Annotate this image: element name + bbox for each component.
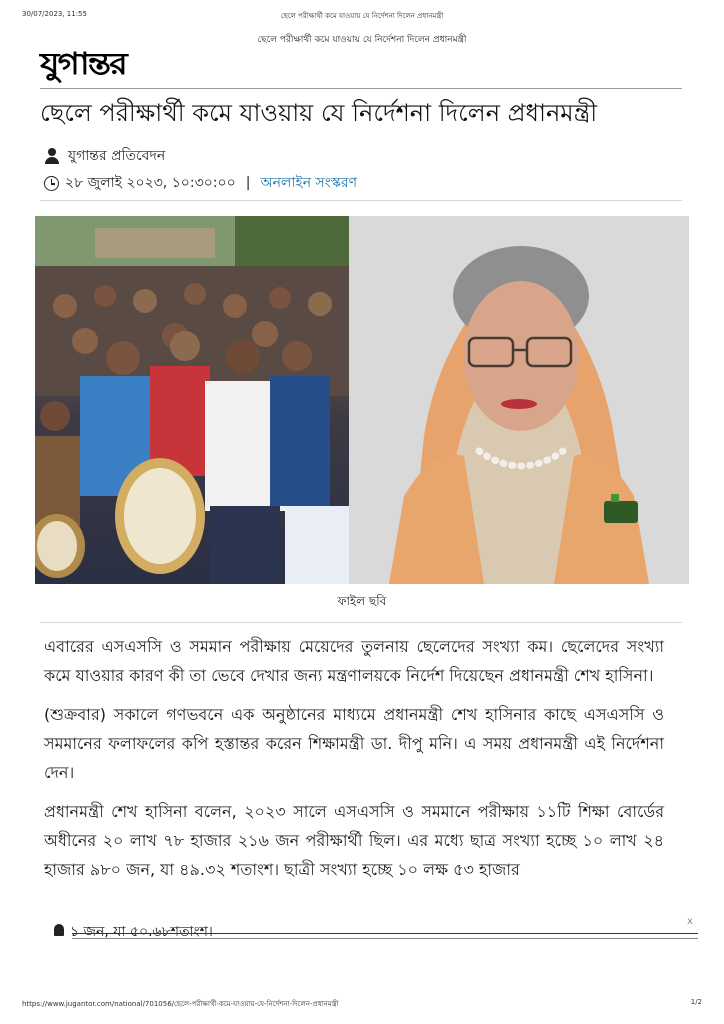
bell-icon[interactable] xyxy=(54,924,64,936)
site-logo[interactable] xyxy=(40,46,126,86)
user-icon xyxy=(44,148,60,164)
byline xyxy=(44,146,165,166)
photo-caption: ফাইল ছবি xyxy=(337,594,387,608)
print-footer xyxy=(22,998,702,1010)
dateline xyxy=(44,172,357,194)
print-url: https://www.jugantor.com/national/701056/ছেলে-পরীক্ষার্থী-কমে-যাওয়ায়-যে-নির্দেশনা-দিলেন-প্রধানমন্ত্রী xyxy=(22,1000,339,1008)
body-divider xyxy=(40,622,682,623)
overlay-text: ১ জন, যা ৫০.৬৮শতাংশ। xyxy=(70,924,213,940)
overlay-divider-secondary xyxy=(72,938,698,939)
article-paragraph: (শুক্রবার) সকালে গণভবনে এক অনুষ্ঠানের মাধ্যমে প্রধানমন্ত্রী শেখ হাসিনার কাছে এসএসসি ও সমমানের ফলাফলের কপি হস্তান্তর করেন শিক্ষামন্ত্রী ডা. দীপু মনি। এ সময় প্রধানমন্ত্রী এই নির্দেশনা দেন। xyxy=(44,705,664,782)
photo-students-celebrating xyxy=(35,216,349,584)
print-title: ছেলে পরীক্ষার্থী কমে যাওয়ায় যে নির্দেশনা দিলেন প্রধানমন্ত্রী xyxy=(280,12,444,20)
close-icon[interactable]: x xyxy=(687,916,693,927)
date-separator: | xyxy=(245,175,251,191)
logo-text: যুগান্তর xyxy=(40,45,126,82)
sticky-overlay-bar xyxy=(40,922,694,942)
edition-link[interactable]: অনলাইন সংস্করণ xyxy=(260,175,358,191)
page-subtitle: ছেলে পরীক্ষার্থী কমে যাওয়ায় যে নির্দেশনা দিলেন প্রধানমন্ত্রী xyxy=(257,35,467,45)
author-name: যুগান্তর প্রতিবেদন xyxy=(68,148,166,164)
article-paragraph: প্রধানমন্ত্রী শেখ হাসিনা বলেন, ২০২৩ সালে এসএসসি ও সমমানে পরীক্ষায় ১১টি শিক্ষা বোর্ডের অধীনের ২০ লাখ ৭৮ হাজার ২১৬ জন পরীক্ষার্থী ছিল। এর মধ্যে ছাত্র সংখ্যা হচ্ছে ১০ লাখ ২৪ হাজার ৯৮০ জন, যা ৪৯.৩২ শতাংশ। ছাত্রী সংখ্যা হচ্ছে ১০ লক্ষ ৫৩ হাজার xyxy=(44,802,664,879)
page-number: 1/2 xyxy=(690,998,702,1006)
header-divider xyxy=(40,88,682,89)
article-headline: ছেলে পরীক্ষার্থী কমে যাওয়ায় যে নির্দেশনা দিলেন প্রধানমন্ত্রী xyxy=(40,99,598,127)
photo-prime-minister xyxy=(349,216,689,584)
students-illustration xyxy=(35,216,349,584)
overlay-divider xyxy=(72,933,698,934)
publish-date: ২৮ জুলাই ২০২৩, ১০:৩০:০০ xyxy=(65,175,236,191)
print-datetime: 30/07/2023, 11:55 xyxy=(22,10,87,18)
meta-divider xyxy=(40,200,682,201)
clock-icon xyxy=(44,176,59,191)
article-paragraph: এবারের এসএসসি ও সমমান পরীক্ষায় মেয়েদের তুলনায় ছেলেদের সংখ্যা কম। ছেলেদের সংখ্যা কমে যাওয়ার কারণ কী তা ভেবে দেখার জন্য মন্ত্রণালয়কে নির্দেশ দিয়েছেন প্রধানমন্ত্রী শেখ হাসিনা। xyxy=(44,637,664,685)
article-body xyxy=(44,632,664,894)
portrait-illustration xyxy=(349,216,689,584)
article-photo xyxy=(35,216,689,584)
print-header xyxy=(22,10,702,24)
